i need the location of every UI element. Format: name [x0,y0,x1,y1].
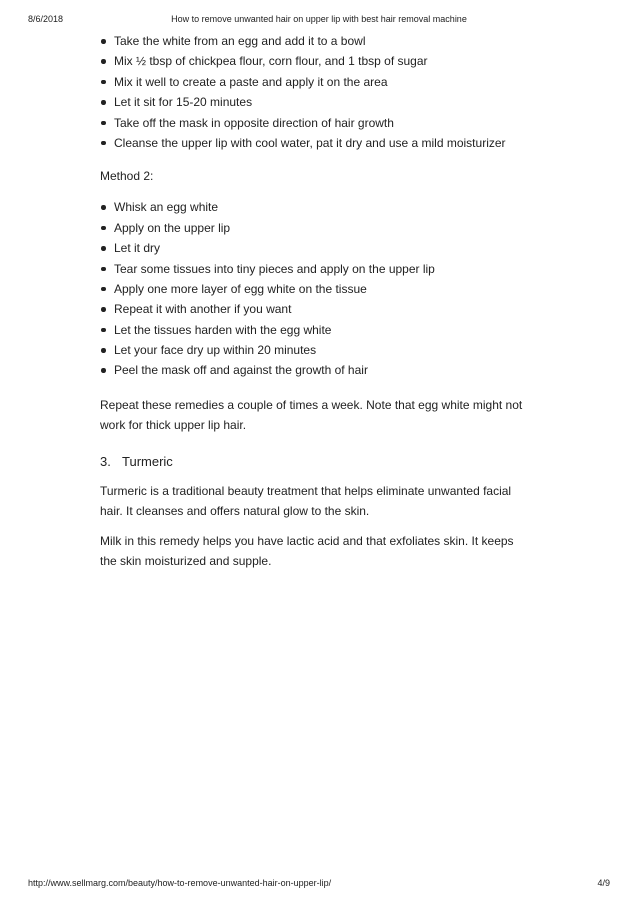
method-2-label: Method 2: [100,169,154,184]
method-2-steps [100,199,530,383]
repeat-paragraph: Repeat these remedies a couple of times a week. Note that egg white might not work for thick upper lip hair. [100,397,523,432]
milk-paragraph: Milk in this remedy helps you have lactic acid and that exfoliates skin. It keeps the skin moisturized and supple. [100,533,514,568]
list-item: Mix ½ tbsp of chickpea flour, corn flour, and 1 tbsp of sugar [100,53,530,73]
page-title: How to remove unwanted hair on upper lip with best hair removal machine [171,14,467,24]
list-item: Repeat it with another if you want [100,301,530,321]
list-item: Whisk an egg white [100,199,530,219]
list-item: Take the white from an egg and add it to a bowl [100,33,530,53]
list-item: Tear some tissues into tiny pieces and apply on the upper lip [100,261,530,281]
section-number: 3. [100,453,111,469]
section-title: Turmeric [122,453,173,469]
list-item: Cleanse the upper lip with cool water, pat it dry and use a mild moisturizer [100,135,530,155]
print-date: 8/6/2018 [28,14,64,24]
list-item: Apply one more layer of egg white on the tissue [100,281,530,301]
article-content [100,33,530,571]
list-item: Mix it well to create a paste and apply it on the area [100,74,530,94]
source-url: http://www.sellmarg.com/beauty/how-to-remove-unwanted-hair-on-upper-lip/ [28,878,332,888]
list-item: Let it sit for 15-20 minutes [100,94,530,114]
list-item: Let the tissues harden with the egg white [100,322,530,342]
list-item: Take off the mask in opposite direction of hair growth [100,115,530,135]
section-heading [100,454,530,470]
method-1-steps [100,33,530,155]
list-item: Peel the mask off and against the growth of hair [100,362,530,382]
page-number: 4/9 [597,878,610,888]
turmeric-paragraph: Turmeric is a traditional beauty treatment that helps eliminate unwanted facial hair. It cleanses and offers natural glow to the skin. [100,483,512,518]
list-item: Let your face dry up within 20 minutes [100,342,530,362]
list-item: Let it dry [100,240,530,260]
list-item: Apply on the upper lip [100,220,530,240]
